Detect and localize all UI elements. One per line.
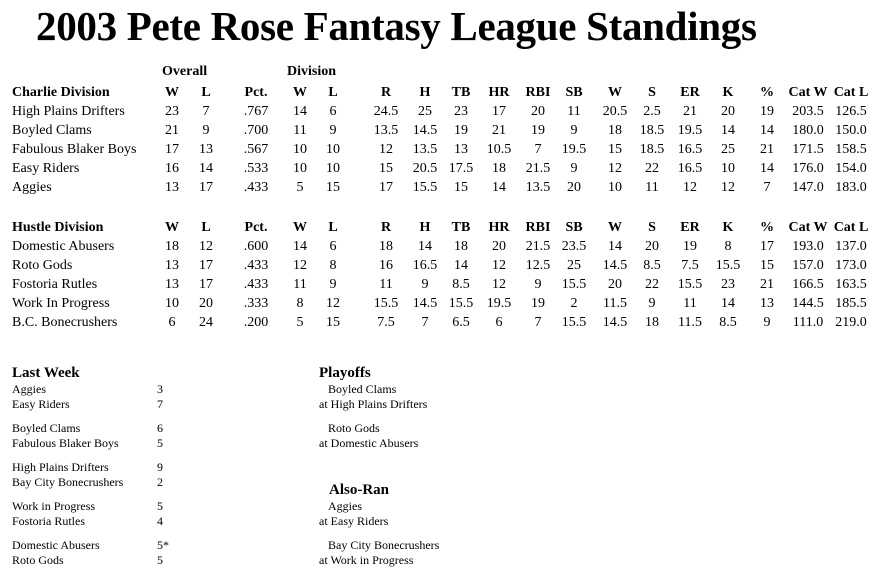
stat-cell: 15	[379, 161, 393, 176]
stat-cell: 22	[645, 277, 659, 292]
stat-cell: 12	[492, 258, 506, 273]
stat-cell: 21	[760, 142, 774, 157]
team-name: Work In Progress	[12, 296, 110, 311]
stat-cell: 20	[567, 180, 581, 195]
stat-cell: .533	[243, 161, 269, 176]
stat-cell: 14	[760, 161, 774, 176]
last-week-score: 6	[157, 421, 163, 435]
stat-cell: 144.5	[792, 296, 824, 311]
column-header: L	[328, 220, 338, 235]
column-header: W	[165, 85, 179, 100]
last-week-heading: Last Week	[12, 365, 80, 381]
column-header: Cat W	[788, 220, 828, 235]
stat-cell: 158.5	[835, 142, 867, 157]
stat-cell: 11.5	[603, 296, 627, 311]
stat-cell: 10	[326, 161, 340, 176]
stat-cell: 8.5	[719, 315, 737, 330]
stat-cell: 15.5	[677, 277, 703, 292]
last-week-team: Bay City Bonecrushers	[12, 475, 124, 489]
team-name: Aggies	[12, 180, 52, 195]
stat-cell: 12	[293, 258, 307, 273]
stat-cell: 21.5	[525, 161, 551, 176]
stat-cell: 17	[199, 180, 213, 195]
stat-cell: .433	[243, 277, 269, 292]
stat-cell: 17	[199, 258, 213, 273]
stat-cell: 24.5	[373, 104, 399, 119]
last-week-team: High Plains Drifters	[12, 460, 109, 474]
stat-cell: 137.0	[835, 239, 867, 254]
stat-cell: .333	[243, 296, 269, 311]
stat-cell: 171.5	[792, 142, 824, 157]
stat-cell: 14	[293, 239, 307, 254]
stat-cell: 173.0	[835, 258, 867, 273]
team-name: High Plains Drifters	[12, 104, 125, 119]
stat-cell: 12	[199, 239, 213, 254]
stat-cell: 13.5	[412, 142, 438, 157]
column-header: R	[380, 220, 392, 235]
stat-cell: 17.5	[448, 161, 474, 176]
stat-cell: 24	[199, 315, 213, 330]
last-week-team: Aggies	[12, 382, 46, 396]
team-name: Boyled Clams	[12, 123, 92, 138]
stat-cell: 19	[531, 123, 545, 138]
stat-cell: 20	[492, 239, 506, 254]
stat-cell: 2.5	[643, 104, 661, 119]
stat-cell: 7.5	[377, 315, 395, 330]
stat-cell: 13	[760, 296, 774, 311]
stat-cell: 2	[570, 296, 578, 311]
column-header: RBI	[525, 85, 551, 100]
stat-cell: 13.5	[373, 123, 399, 138]
column-header: H	[419, 85, 431, 100]
column-header: SB	[565, 220, 583, 235]
last-week-score: 5	[157, 553, 163, 567]
team-name: Fabulous Blaker Boys	[12, 142, 137, 157]
stat-cell: 22	[645, 161, 659, 176]
playoff-matchup-line: Roto Gods	[328, 421, 380, 435]
stat-cell: 13	[165, 180, 179, 195]
stat-cell: 21.5	[525, 239, 551, 254]
stat-cell: 6	[495, 315, 503, 330]
column-header: W	[608, 220, 622, 235]
stat-cell: 7	[202, 104, 210, 119]
also-ran-matchup-line: at Work in Progress	[319, 553, 414, 567]
stat-cell: 9	[570, 161, 578, 176]
stat-cell: 18	[608, 123, 622, 138]
stat-cell: 17	[199, 277, 213, 292]
stat-cell: .567	[243, 142, 269, 157]
stat-cell: 9	[570, 123, 578, 138]
column-header: K	[722, 85, 734, 100]
stat-cell: 10	[721, 161, 735, 176]
stat-cell: 11	[293, 123, 307, 138]
column-header: W	[165, 220, 179, 235]
stat-cell: 18	[645, 315, 659, 330]
playoffs-heading: Playoffs	[319, 365, 371, 381]
stat-cell: 18	[379, 239, 393, 254]
stat-cell: 23	[165, 104, 179, 119]
stat-cell: 15	[608, 142, 622, 157]
stat-cell: 147.0	[792, 180, 824, 195]
stat-cell: 21	[492, 123, 506, 138]
stat-cell: 20.5	[602, 104, 628, 119]
stat-cell: 20	[608, 277, 622, 292]
last-week-team: Roto Gods	[12, 553, 64, 567]
column-header: Cat L	[833, 85, 869, 100]
stat-cell: 9	[421, 277, 429, 292]
also-ran-heading: Also-Ran	[329, 482, 390, 498]
stat-cell: 14	[199, 161, 213, 176]
stat-cell: 180.0	[792, 123, 824, 138]
last-week-score: 2	[157, 475, 163, 489]
also-ran-matchup-line: Bay City Bonecrushers	[328, 538, 440, 552]
last-week-team: Fostoria Rutles	[12, 514, 86, 528]
column-header: H	[419, 220, 431, 235]
stat-cell: 154.0	[835, 161, 867, 176]
stat-cell: 14	[721, 296, 735, 311]
stat-cell: 11.5	[678, 315, 702, 330]
stat-cell: 8.5	[452, 277, 470, 292]
column-header: %	[760, 85, 774, 100]
stat-cell: 12	[379, 142, 393, 157]
stat-cell: 15.5	[561, 315, 587, 330]
stat-cell: 23	[721, 277, 735, 292]
stat-cell: 6	[168, 315, 176, 330]
stat-cell: 219.0	[835, 315, 867, 330]
stat-cell: .433	[243, 180, 269, 195]
column-header: HR	[488, 220, 510, 235]
last-week-score: 4	[157, 514, 163, 528]
column-header: W	[293, 220, 307, 235]
column-header: HR	[488, 85, 510, 100]
stat-cell: 23.5	[561, 239, 587, 254]
stat-cell: 14	[418, 239, 432, 254]
stat-cell: 18	[454, 239, 468, 254]
stat-cell: 18.5	[639, 142, 665, 157]
last-week-team: Fabulous Blaker Boys	[12, 436, 119, 450]
stat-cell: 19.5	[486, 296, 512, 311]
stat-cell: 193.0	[792, 239, 824, 254]
stat-cell: 15.5	[412, 180, 438, 195]
stat-cell: 18	[165, 239, 179, 254]
last-week-score: 5	[157, 499, 163, 513]
stat-cell: 9	[648, 296, 656, 311]
stat-cell: 17	[492, 104, 506, 119]
stat-cell: 20.5	[412, 161, 438, 176]
stat-cell: 19	[454, 123, 468, 138]
playoff-matchup-line: Boyled Clams	[328, 382, 397, 396]
column-header: W	[293, 85, 307, 100]
stat-cell: 13	[165, 258, 179, 273]
column-header: Cat L	[833, 220, 869, 235]
column-header: RBI	[525, 220, 551, 235]
stat-cell: 12	[721, 180, 735, 195]
stat-cell: 10	[326, 142, 340, 157]
also-ran-matchup-line: Aggies	[328, 499, 362, 513]
stat-cell: 16.5	[677, 142, 703, 157]
stat-cell: .767	[243, 104, 269, 119]
last-week-score: 9	[157, 460, 163, 474]
last-week-score: 5	[157, 436, 163, 450]
stat-cell: 7	[763, 180, 771, 195]
stat-cell: .600	[243, 239, 269, 254]
stat-cell: 19.5	[561, 142, 587, 157]
column-header: Cat W	[788, 85, 828, 100]
stat-cell: 19	[760, 104, 774, 119]
stat-cell: 13	[165, 277, 179, 292]
stat-cell: 25	[418, 104, 432, 119]
stat-cell: 8.5	[643, 258, 661, 273]
column-header: S	[648, 220, 656, 235]
stat-cell: 9	[534, 277, 542, 292]
stat-cell: 11	[645, 180, 659, 195]
stat-cell: 19	[683, 239, 697, 254]
last-week-score: 5*	[157, 538, 169, 552]
stat-cell: 9	[763, 315, 771, 330]
stat-cell: 9	[329, 123, 337, 138]
stat-cell: 15	[454, 180, 468, 195]
playoff-matchup-line: at High Plains Drifters	[319, 397, 428, 411]
team-name: Easy Riders	[12, 161, 80, 176]
stat-cell: 5	[296, 180, 304, 195]
column-header: W	[608, 85, 622, 100]
playoff-matchup-line: at Domestic Abusers	[319, 436, 419, 450]
stat-cell: 15.5	[373, 296, 399, 311]
stat-cell: 21	[760, 277, 774, 292]
column-header: Pct.	[244, 220, 268, 235]
stat-cell: 11	[379, 277, 393, 292]
stat-cell: 7	[534, 142, 542, 157]
stat-cell: 15	[326, 180, 340, 195]
stat-cell: 15	[326, 315, 340, 330]
stat-cell: 14	[760, 123, 774, 138]
stat-cell: 14	[293, 104, 307, 119]
stat-cell: 19.5	[677, 123, 703, 138]
stat-cell: 7	[421, 315, 429, 330]
stat-cell: 16	[379, 258, 393, 273]
stat-cell: 12.5	[525, 258, 551, 273]
stat-cell: 10	[165, 296, 179, 311]
stat-cell: 12	[683, 180, 697, 195]
stat-cell: 183.0	[835, 180, 867, 195]
column-header: Pct.	[244, 85, 268, 100]
stat-cell: .200	[243, 315, 269, 330]
stat-cell: 14.5	[602, 315, 628, 330]
last-week-score: 3	[157, 382, 163, 396]
stat-cell: 6	[329, 239, 337, 254]
stat-cell: 10	[293, 142, 307, 157]
stat-cell: 12	[608, 161, 622, 176]
stat-cell: 6	[329, 104, 337, 119]
stat-cell: 16	[165, 161, 179, 176]
stat-cell: 5	[296, 315, 304, 330]
last-week-team: Easy Riders	[12, 397, 70, 411]
stat-cell: 20	[645, 239, 659, 254]
team-name: Domestic Abusers	[12, 239, 115, 254]
stat-cell: 16.5	[412, 258, 438, 273]
division-group-header: Division	[287, 64, 337, 79]
stat-cell: 20	[199, 296, 213, 311]
stat-cell: 13	[199, 142, 213, 157]
stat-cell: 166.5	[792, 277, 824, 292]
column-header: R	[380, 85, 392, 100]
stat-cell: 23	[454, 104, 468, 119]
stat-cell: 111.0	[792, 315, 824, 330]
stat-cell: 13	[454, 142, 468, 157]
also-ran-matchup-line: at Easy Riders	[319, 514, 389, 528]
stat-cell: 12	[326, 296, 340, 311]
stat-cell: 7	[534, 315, 542, 330]
stat-cell: 8	[296, 296, 304, 311]
stat-cell: 17	[379, 180, 393, 195]
team-name: B.C. Bonecrushers	[12, 315, 118, 330]
column-header: L	[201, 220, 211, 235]
column-header: %	[760, 220, 774, 235]
stat-cell: 18.5	[639, 123, 665, 138]
column-header: ER	[680, 220, 700, 235]
overall-group-header: Overall	[162, 64, 208, 79]
stat-cell: 12	[492, 277, 506, 292]
stat-cell: 20	[531, 104, 545, 119]
stat-cell: 18	[492, 161, 506, 176]
stat-cell: 13.5	[525, 180, 551, 195]
stat-cell: 15.5	[448, 296, 474, 311]
stat-cell: 10.5	[486, 142, 512, 157]
stat-cell: 185.5	[835, 296, 867, 311]
stat-cell: .700	[243, 123, 269, 138]
stat-cell: 15.5	[715, 258, 741, 273]
team-name: Roto Gods	[12, 258, 73, 273]
column-header: TB	[451, 85, 471, 100]
stat-cell: 10	[608, 180, 622, 195]
last-week-team: Domestic Abusers	[12, 538, 100, 552]
column-header: L	[328, 85, 338, 100]
column-header: SB	[565, 85, 583, 100]
stat-cell: 8	[724, 239, 732, 254]
stat-cell: 20	[721, 104, 735, 119]
column-header: S	[648, 85, 656, 100]
stat-cell: 14	[608, 239, 622, 254]
last-week-score: 7	[157, 397, 163, 411]
last-week-team: Work in Progress	[12, 499, 96, 513]
stat-cell: 9	[329, 277, 337, 292]
stat-cell: 8	[329, 258, 337, 273]
stat-cell: .433	[243, 258, 269, 273]
column-header: ER	[680, 85, 700, 100]
stat-cell: 7.5	[681, 258, 699, 273]
stat-cell: 9	[202, 123, 210, 138]
stat-cell: 176.0	[792, 161, 824, 176]
stat-cell: 203.5	[792, 104, 824, 119]
stat-cell: 21	[165, 123, 179, 138]
stat-cell: 25	[721, 142, 735, 157]
stat-cell: 11	[567, 104, 581, 119]
column-header: TB	[451, 220, 471, 235]
stat-cell: 14.5	[412, 123, 438, 138]
stat-cell: 19	[531, 296, 545, 311]
stat-cell: 15	[760, 258, 774, 273]
division-name: Charlie Division	[12, 85, 110, 100]
stat-cell: 21	[683, 104, 697, 119]
team-name: Fostoria Rutles	[12, 277, 98, 292]
column-header: L	[201, 85, 211, 100]
stat-cell: 17	[760, 239, 774, 254]
stat-cell: 14	[721, 123, 735, 138]
stat-cell: 163.5	[835, 277, 867, 292]
stat-cell: 15.5	[561, 277, 587, 292]
stat-cell: 126.5	[835, 104, 867, 119]
stat-cell: 11	[293, 277, 307, 292]
stat-cell: 14	[454, 258, 468, 273]
stat-cell: 157.0	[792, 258, 824, 273]
stat-cell: 16.5	[677, 161, 703, 176]
stat-cell: 25	[567, 258, 581, 273]
column-header: K	[722, 220, 734, 235]
page-title: 2003 Pete Rose Fantasy League Standings	[36, 3, 757, 49]
stat-cell: 6.5	[452, 315, 470, 330]
division-name: Hustle Division	[12, 220, 104, 235]
stat-cell: 14.5	[602, 258, 628, 273]
last-week-team: Boyled Clams	[12, 421, 81, 435]
stat-cell: 10	[293, 161, 307, 176]
stat-cell: 17	[165, 142, 179, 157]
stat-cell: 11	[683, 296, 697, 311]
stat-cell: 150.0	[835, 123, 867, 138]
stat-cell: 14.5	[412, 296, 438, 311]
stat-cell: 14	[492, 180, 506, 195]
